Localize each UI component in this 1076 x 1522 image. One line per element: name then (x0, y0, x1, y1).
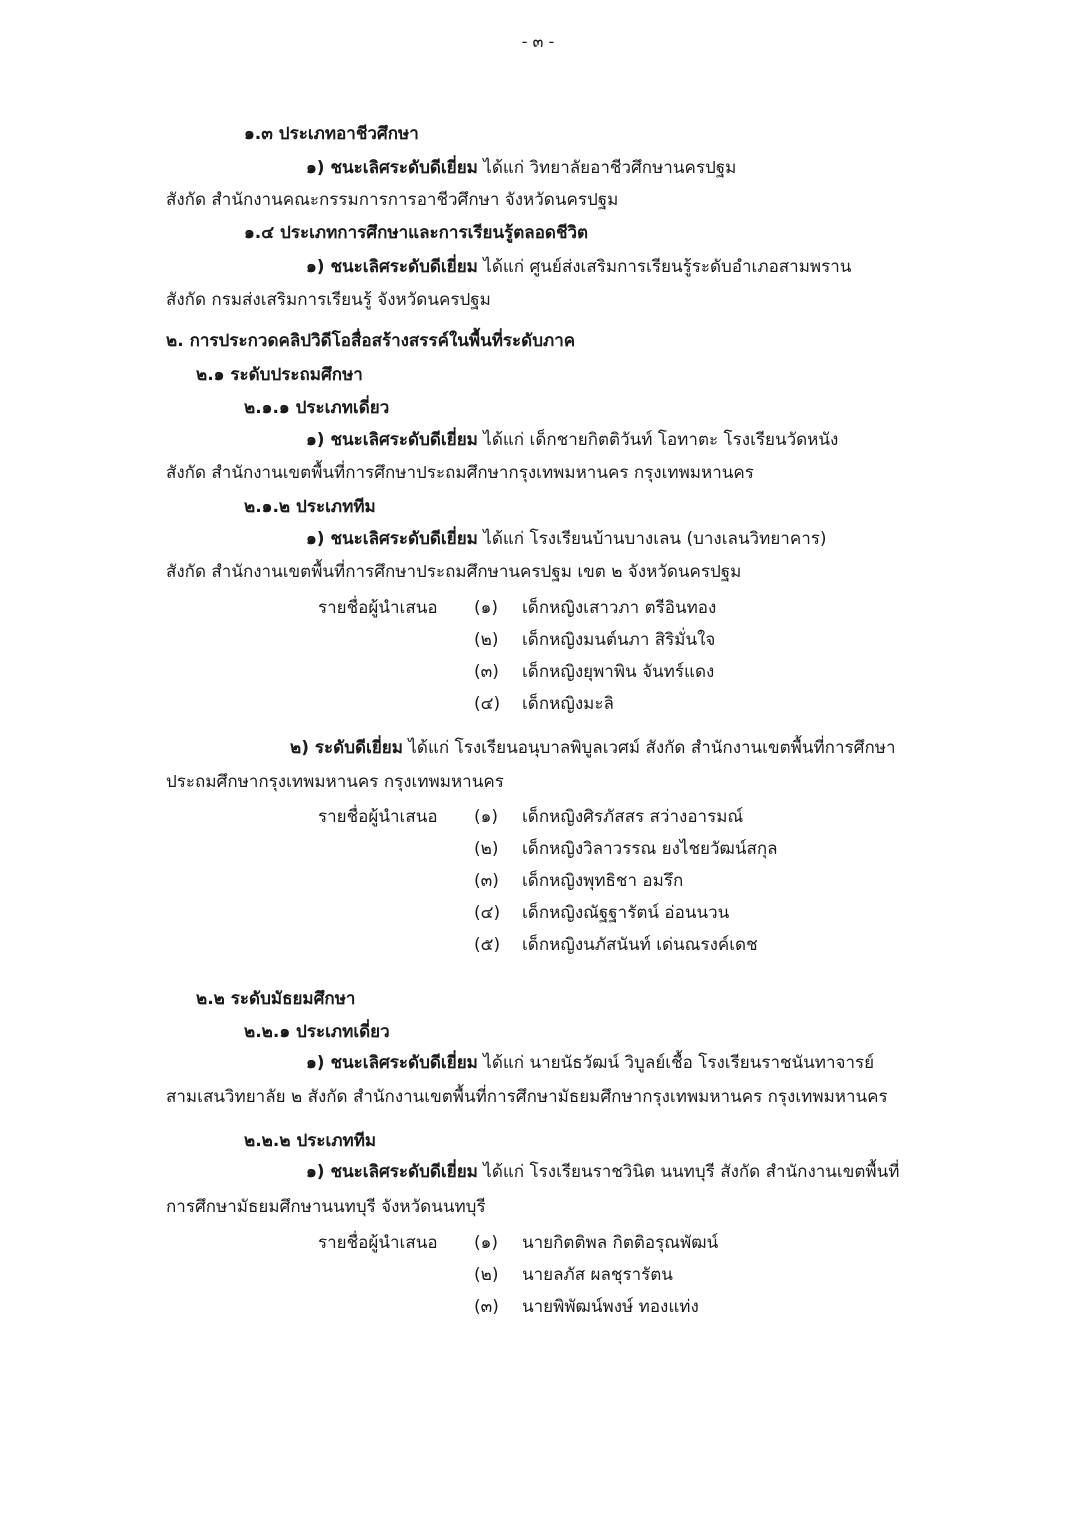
presenter-name: เด็กหญิงเสาวภา ตรีอินทอง (522, 598, 717, 618)
presenter-name: นายลภัส ผลชุรารัตน (522, 1265, 673, 1285)
presenters-label: รายชื่อผู้นำเสนอ (318, 1233, 438, 1253)
subsection-heading-2-2-2: ๒.๒.๒ ประเภททีม (244, 1131, 377, 1151)
presenter-number: (๑) (474, 807, 499, 827)
presenter-name: เด็กหญิงนภัสนันท์ เด่นณรงค์เดช (522, 935, 758, 955)
presenters-label: รายชื่อผู้นำเสนอ (318, 807, 438, 827)
presenter-number: (๕) (474, 935, 501, 955)
award-title: ๑) ชนะเลิศระดับดีเยี่ยม (306, 158, 478, 178)
award-line (290, 736, 896, 760)
award-text: ได้แก่ โรงเรียนอนุบาลพิบูลเวศม์ สังกัด สำนักงานเขตพื้นที่การศึกษา (402, 738, 896, 758)
award-line (306, 156, 736, 180)
section-heading-1-4: ๑.๔ ประเภทการศึกษาและการเรียนรู้ตลอดชีวิต (244, 223, 589, 243)
award-title: ๑) ชนะเลิศระดับดีเยี่ยม (306, 1053, 478, 1073)
page-number: - ๓ - (521, 32, 555, 51)
subsection-heading-2-1-1: ๒.๑.๑ ประเภทเดี่ยว (244, 398, 390, 418)
presenter-name: เด็กหญิงยุพาพิน จันทร์แดง (522, 662, 715, 682)
award-text: ได้แก่ นายนัธวัฒน์ วิบูลย์เชื้อ โรงเรียนราชนันทาจารย์ (477, 1053, 875, 1073)
award-continuation: การศึกษามัธยมศึกษานนทบุรี จังหวัดนนทบุรี (166, 1197, 486, 1217)
award-text: ได้แก่ โรงเรียนบ้านบางเลน (บางเลนวิทยาคาร) (477, 529, 827, 549)
award-continuation: สังกัด กรมส่งเสริมการเรียนรู้ จังหวัดนครปฐม (166, 290, 491, 310)
subsection-heading-2-1-2: ๒.๑.๒ ประเภททีม (244, 497, 376, 517)
award-title: ๑) ชนะเลิศระดับดีเยี่ยม (306, 430, 478, 450)
award-title: ๑) ชนะเลิศระดับดีเยี่ยม (306, 1162, 478, 1182)
presenter-name: เด็กหญิงวิลาวรรณ ยงไชยวัฒน์สกุล (522, 839, 778, 859)
award-text: ได้แก่ เด็กชายกิตติวันท์ โอทาตะ โรงเรียนวัดหนัง (477, 430, 839, 450)
award-title: ๒) ระดับดีเยี่ยม (290, 738, 403, 758)
presenter-number: (๓) (474, 871, 499, 891)
award-continuation: สังกัด สำนักงานเขตพื้นที่การศึกษาประถมศึกษานครปฐม เขต ๒ จังหวัดนครปฐม (166, 562, 742, 582)
award-text: ได้แก่ โรงเรียนราชวินิต นนทบุรี สังกัด สำนักงานเขตพื้นที่ (477, 1162, 900, 1182)
award-line (306, 1160, 899, 1184)
award-line (306, 428, 838, 452)
presenter-number: (๓) (474, 1297, 499, 1317)
award-text: ได้แก่ ศูนย์ส่งเสริมการเรียนรู้ระดับอำเภอสามพราน (477, 257, 852, 277)
presenter-name: เด็กหญิงมนต์นภา สิริมั่นใจ (522, 630, 716, 650)
presenter-number: (๒) (474, 839, 499, 859)
award-line (306, 527, 827, 551)
award-continuation: สามเสนวิทยาลัย ๒ สังกัด สำนักงานเขตพื้นที่การศึกษามัธยมศึกษากรุงเทพมหานคร กรุงเทพมหานคร (166, 1087, 888, 1107)
section-heading-2-1: ๒.๑ ระดับประถมศึกษา (196, 365, 363, 385)
presenter-number: (๓) (474, 662, 499, 682)
award-line (306, 255, 851, 279)
subsection-heading-2-2-1: ๒.๒.๑ ประเภทเดี่ยว (244, 1022, 390, 1042)
presenter-name: นายกิตติพล กิตติอรุณพัฒน์ (522, 1233, 719, 1253)
presenters-label: รายชื่อผู้นำเสนอ (318, 598, 438, 618)
award-continuation: สังกัด สำนักงานคณะกรรมการการอาชีวศึกษา จังหวัดนครปฐม (166, 190, 619, 210)
award-title: ๑) ชนะเลิศระดับดีเยี่ยม (306, 257, 478, 277)
award-continuation: สังกัด สำนักงานเขตพื้นที่การศึกษาประถมศึกษากรุงเทพมหานคร กรุงเทพมหานคร (166, 463, 754, 483)
presenter-name: เด็กหญิงณัฐฐารัตน์ อ่อนนวน (522, 903, 730, 923)
presenter-number: (๒) (474, 630, 499, 650)
award-continuation: ประถมศึกษากรุงเทพมหานคร กรุงเทพมหานคร (166, 772, 504, 792)
presenter-number: (๒) (474, 1265, 499, 1285)
presenter-number: (๑) (474, 598, 499, 618)
presenter-name: เด็กหญิงพุทธิชา อมรึก (522, 871, 684, 891)
award-line (306, 1051, 874, 1075)
presenter-number: (๔) (474, 903, 501, 923)
section-heading-2: ๒. การประกวดคลิปวิดีโอสื่อสร้างสรรค์ในพื้นที่ระดับภาค (166, 331, 576, 351)
presenter-name: เด็กหญิงมะลิ (522, 694, 614, 714)
presenter-name: นายพิพัฒน์พงษ์ ทองแท่ง (522, 1297, 699, 1317)
award-title: ๑) ชนะเลิศระดับดีเยี่ยม (306, 529, 478, 549)
presenter-name: เด็กหญิงศิรภัสสร สว่างอารมณ์ (522, 807, 744, 827)
section-heading-1-3: ๑.๓ ประเภทอาชีวศึกษา (244, 124, 419, 144)
presenter-number: (๑) (474, 1233, 499, 1253)
award-text: ได้แก่ วิทยาลัยอาชีวศึกษานครปฐม (477, 158, 737, 178)
section-heading-2-2: ๒.๒ ระดับมัธยมศึกษา (196, 989, 356, 1009)
presenter-number: (๔) (474, 694, 501, 714)
